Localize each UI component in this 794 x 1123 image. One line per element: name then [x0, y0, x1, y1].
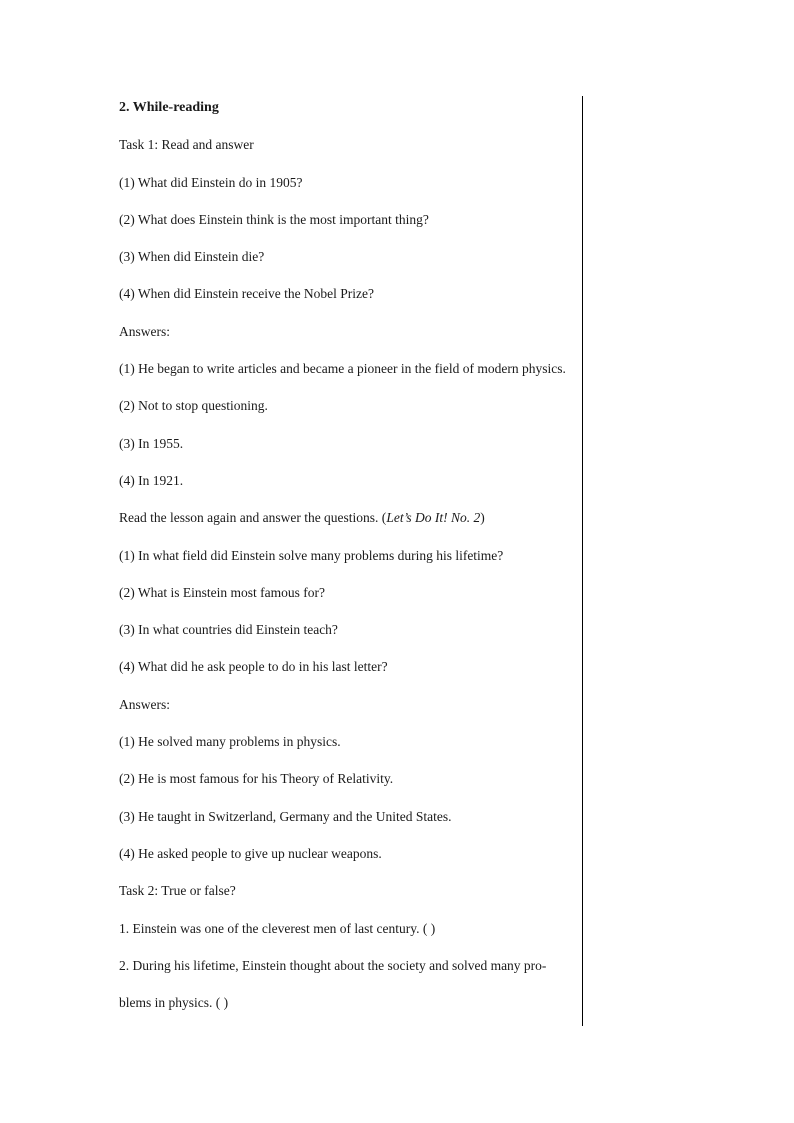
reread-answers-label: Answers:	[119, 696, 170, 712]
reread-question-4: (4) What did he ask people to do in his last letter?	[119, 659, 388, 675]
task1-answer-4: (4) In 1921.	[119, 472, 184, 488]
reread-question-1: (1) In what field did Einstein solve many problems during his lifetime?	[119, 547, 504, 563]
task1-answers-label: Answers:	[119, 323, 170, 339]
task2-item-2: 2. During his lifetime, Einstein thought about the society and solved many pro-	[119, 957, 547, 973]
task2-item-1: 1. Einstein was one of the cleverest men of last century. ( )	[119, 920, 436, 936]
reread-instruction-reference: Let’s Do It! No. 2	[386, 510, 481, 526]
reread-answer-4: (4) He asked people to give up nuclear weapons.	[119, 845, 382, 861]
reread-answer-1: (1) He solved many problems in physics.	[119, 734, 341, 750]
task1-answer-2: (2) Not to stop questioning.	[119, 398, 268, 414]
vertical-divider-line	[582, 96, 583, 1026]
document-content	[119, 98, 574, 1030]
task1-title: Task 1: Read and answer	[119, 137, 254, 153]
section-heading: 2. While-reading	[119, 100, 219, 115]
task2-title: Task 2: True or false?	[119, 883, 236, 899]
reread-question-3: (3) In what countries did Einstein teach?	[119, 622, 338, 638]
task1-question-4: (4) When did Einstein receive the Nobel Prize?	[119, 286, 375, 302]
reread-answer-3: (3) He taught in Switzerland, Germany and the United States.	[119, 808, 452, 824]
task1-question-1: (1) What did Einstein do in 1905?	[119, 174, 303, 190]
task1-answer-1: (1) He began to write articles and became a pioneer in the field of modern physics.	[119, 361, 566, 377]
task1-question-2: (2) What does Einstein think is the most important thing?	[119, 211, 429, 227]
reread-answer-2: (2) He is most famous for his Theory of Relativity.	[119, 771, 394, 787]
reread-instruction-suffix: )	[480, 510, 485, 526]
reread-question-2: (2) What is Einstein most famous for?	[119, 584, 325, 600]
reread-instruction	[119, 508, 574, 545]
task2-item-2-continued: blems in physics. ( )	[119, 995, 229, 1011]
task1-answer-3: (3) In 1955.	[119, 435, 184, 451]
task1-question-3: (3) When did Einstein die?	[119, 249, 265, 265]
reread-instruction-prefix: Read the lesson again and answer the questions. (	[119, 510, 387, 526]
